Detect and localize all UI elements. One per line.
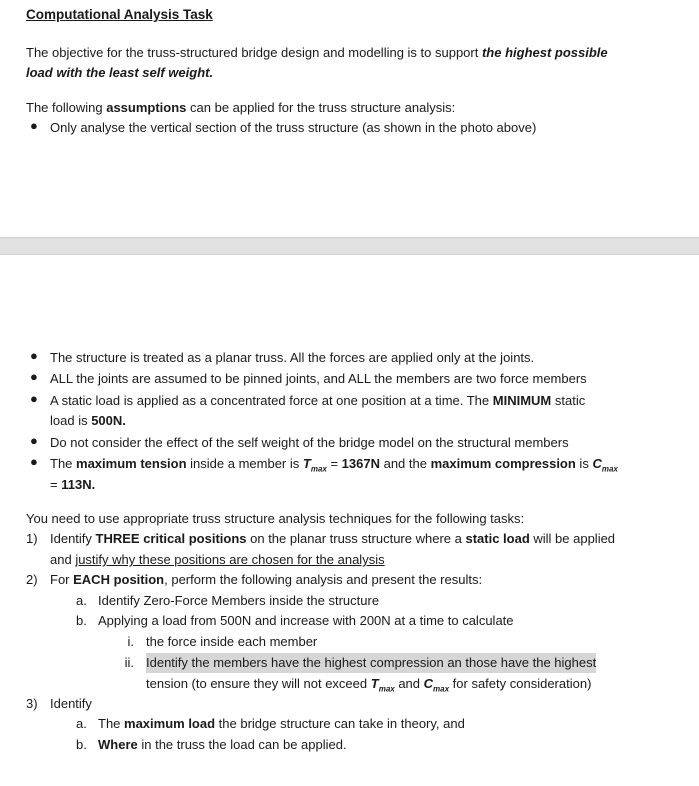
sub-number: i.	[127, 634, 134, 649]
symbol-sub: max	[433, 684, 450, 694]
sub-text	[98, 714, 465, 734]
task-number: 1)	[26, 531, 38, 546]
text-run: the bridge structure can take in theory, and	[215, 716, 465, 731]
text-run: and	[394, 676, 424, 691]
text-bold: maximum tension	[76, 456, 187, 471]
objective-line-2	[26, 63, 213, 83]
symbol-t: T	[370, 676, 379, 691]
text-run: A static load is applied as a concentrated force at one position at a time. The	[50, 393, 493, 408]
symbol-t: T	[302, 456, 311, 471]
bullet-text: Do not consider the effect of the self weight of the bridge model on the structural members	[50, 435, 569, 450]
text-run: on the planar truss structure where a	[246, 531, 466, 546]
tasks-intro: You need to use appropriate truss structure analysis techniques for the following tasks:	[26, 511, 525, 526]
sub-text: the force inside each member	[146, 634, 318, 649]
task-3-a	[0, 714, 699, 734]
sub-number: b.	[76, 737, 87, 752]
task-2	[0, 570, 699, 590]
text-bold: maximum compression	[430, 456, 576, 471]
bullet-item	[0, 391, 699, 431]
task-3	[0, 694, 699, 714]
objective-emphasis: the highest possible	[481, 45, 608, 60]
text-run: tension (to ensure they will not exceed	[146, 676, 371, 691]
task-2-b	[0, 611, 699, 631]
task-2-b-ii	[0, 653, 699, 695]
bullet-item	[0, 433, 699, 453]
text-run: in the truss the load can be applied.	[137, 737, 347, 752]
text-run: , perform the following analysis and present the results:	[164, 572, 483, 587]
bullet-item	[0, 348, 699, 368]
assumptions-suffix: can be applied for the truss structure analysis:	[186, 100, 456, 115]
sub-text: Identify Zero-Force Members inside the structure	[98, 593, 380, 608]
bullet-icon: ●	[30, 369, 38, 384]
text-bold: static load	[465, 531, 530, 546]
text-bold: maximum load	[124, 716, 216, 731]
sub-number: ii.	[124, 655, 134, 670]
bullet-text: ALL the joints are assumed to be pinned joints, and ALL the members are two force members	[50, 371, 587, 386]
sub-text-highlighted: Identify the members have the highest compression an those have the highest	[146, 653, 596, 673]
task-text-line-2	[50, 550, 385, 570]
sub-number: b.	[76, 613, 87, 628]
assumptions-intro	[26, 98, 455, 118]
text-run: For	[50, 572, 74, 587]
task-number: 3)	[26, 696, 38, 711]
symbol-sub: max	[310, 464, 327, 474]
text-run: load is	[50, 413, 92, 428]
text-run: =	[326, 456, 342, 471]
task-text: Identify	[50, 696, 92, 711]
bullet-text-line-2	[50, 475, 95, 495]
assumptions-bold: assumptions	[106, 100, 187, 115]
objective-text: The objective for the truss-structured bridge design and modelling is to support	[26, 45, 482, 60]
bullet-text	[50, 391, 585, 411]
sub-number: a.	[76, 593, 87, 608]
text-run: The	[98, 716, 125, 731]
task-2-b-i	[0, 632, 699, 652]
symbol-sub: max	[378, 684, 395, 694]
text-bold: 1367N	[341, 456, 380, 471]
page-break	[0, 237, 699, 255]
bullet-icon: ●	[30, 433, 38, 448]
text-bold: THREE critical positions	[95, 531, 247, 546]
text-bold: MINIMUM	[492, 393, 552, 408]
text-run: inside a member is	[186, 456, 303, 471]
bullet-item	[0, 369, 699, 389]
text-bold: 500N.	[91, 413, 126, 428]
text-run: static	[551, 393, 586, 408]
sub-text: Applying a load from 500N and increase with 200N at a time to calculate	[98, 613, 514, 628]
symbol-c: C	[423, 676, 434, 691]
text-bold: 113N.	[61, 477, 96, 492]
task-1	[0, 529, 699, 571]
bullet-text: The structure is treated as a planar truss. All the forces are applied only at the joints.	[50, 350, 535, 365]
task-text	[50, 529, 615, 549]
bullet-item-first	[0, 118, 699, 138]
text-bold: EACH position	[73, 572, 165, 587]
task-3-b	[0, 735, 699, 755]
bullet-text: Only analyse the vertical section of the truss structure (as shown in the photo above)	[50, 120, 537, 135]
document-title: Computational Analysis Task	[26, 7, 213, 22]
bullet-icon: ●	[30, 391, 38, 406]
bullet-text	[50, 454, 618, 480]
text-underline: justify why these positions are chosen for the analysis	[75, 552, 385, 567]
text-run: The	[50, 456, 77, 471]
bullet-item	[0, 454, 699, 494]
task-text	[50, 570, 482, 590]
objective-line-1	[26, 43, 608, 63]
sub-text	[98, 735, 347, 755]
task-2-a	[0, 591, 699, 611]
objective-emphasis-2: load with the least self weight.	[26, 65, 214, 80]
text-run: is	[575, 456, 593, 471]
text-bold: Where	[98, 737, 138, 752]
text-run: will be applied	[529, 531, 616, 546]
bullet-text-line-2	[50, 411, 126, 431]
symbol-sub: max	[601, 464, 618, 474]
task-number: 2)	[26, 572, 38, 587]
symbol-c: C	[592, 456, 602, 471]
text-run: and the	[379, 456, 431, 471]
text-run: and	[50, 552, 76, 567]
bullet-icon: ●	[30, 348, 38, 363]
bullet-icon: ●	[30, 454, 38, 469]
text-run: =	[50, 477, 62, 492]
text-run: Identify	[50, 531, 96, 546]
sub-number: a.	[76, 716, 87, 731]
text-run: for safety consideration)	[449, 676, 592, 691]
bullet-icon: ●	[30, 118, 38, 133]
assumptions-prefix: The following	[26, 100, 107, 115]
